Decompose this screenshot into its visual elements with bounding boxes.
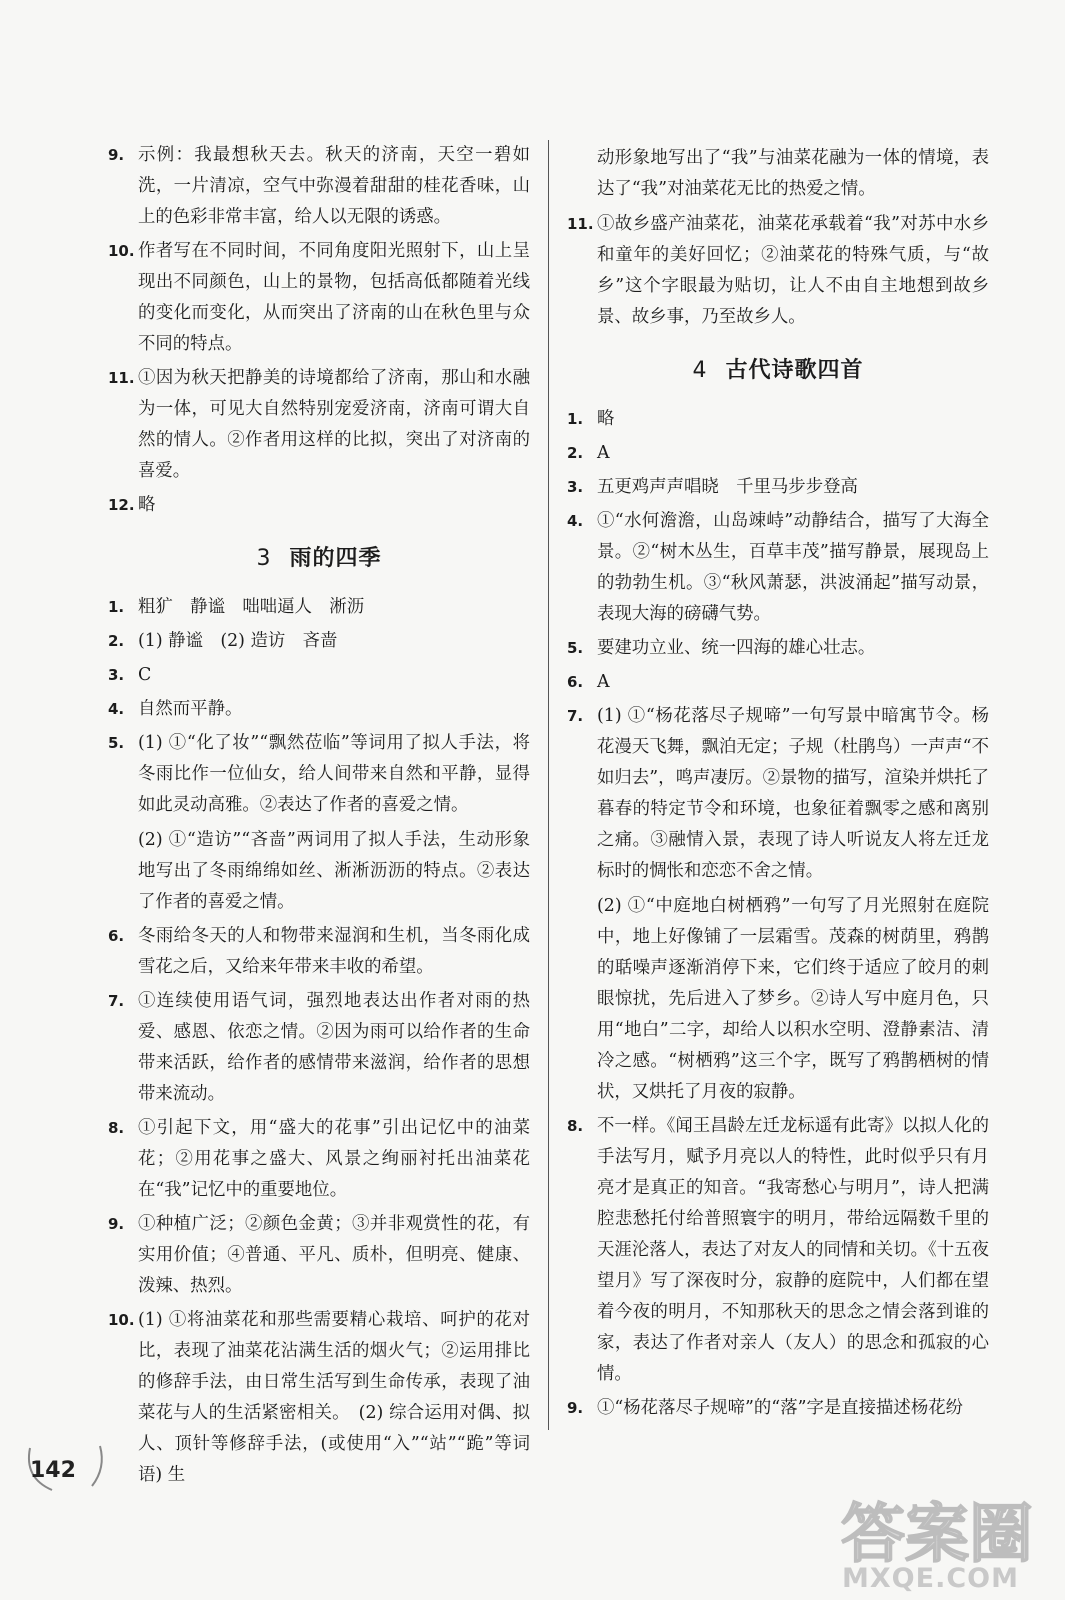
list-item: 4. ①“水何澹澹，山岛竦峙”动静结合，描写了大海全景。②“树木丛生，百草丰茂”描写静景，展现岛上的勃勃生机。③“秋风萧瑟，洪波涌起”描写动景，表现大海的磅礴气势。	[567, 511, 989, 624]
list-item: 6. A	[567, 672, 610, 692]
list-item: 8. ①引起下文，用“盛大的花事”引出记忆中的油菜花；②用花事之盛大、风景之绚丽衬托出油菜花在“我”记忆中的重要地位。	[108, 1118, 530, 1200]
list-item: 5. 要建功立业、统一四海的雄心壮志。	[567, 638, 876, 658]
continuation-text: 动形象地写出了“我”与油菜花融为一体的情境，表达了“我”对油菜花无比的热爱之情。	[597, 148, 989, 199]
list-item: 2. (1) 静谧 (2) 造访 吝啬	[108, 631, 338, 651]
list-item: 12. 略	[108, 495, 156, 515]
list-item: 9. ①种植广泛；②颜色金黄；③并非观赏性的花，有实用价值；④普通、平凡、质朴，但明亮、健康、泼辣、热烈。	[108, 1214, 530, 1296]
column-divider	[548, 140, 549, 1430]
list-item: 11. ①故乡盛产油菜花，油菜花承载着“我”对苏中水乡和童年的美好回忆；②油菜花的特殊气质，与“故乡”这个字眼最为贴切，让人不由自主地想到故乡景、故乡事，乃至故乡人。	[567, 214, 989, 327]
list-item: 1. 粗犷 静谧 咄咄逼人 淅沥	[108, 597, 365, 617]
left-column	[108, 140, 530, 1494]
list-item: 2. A	[567, 443, 610, 463]
watermark-domain: MXQE.COM	[842, 1563, 1019, 1594]
list-item: 3. 五更鸡声声唱晓 千里马步步登高	[567, 477, 858, 497]
svg-text:答案圈: 答案圈	[841, 1498, 1033, 1572]
list-item: 1. 略	[567, 409, 615, 429]
list-item: 7. ①连续使用语气词，强烈地表达出作者对雨的热爱、感恩、依恋之情。②因为雨可以给作者的生命带来活跃，给作者的感情带来滋润，给作者的思想带来流动。	[108, 991, 530, 1104]
list-item: 8. 不一样。《闻王昌龄左迁龙标遥有此寄》以拟人化的手法写月，赋予月亮以人的特性，此时似乎只有月亮才是真正的知音。“我寄愁心与明月”，诗人把满腔悲愁托付给普照寰宇的明月，带给远隔数千里的天涯沦落人，表达了对友人的同情和关切。《十五夜望月》写了深夜时分，寂静的庭院中，人们都在望着今夜的明月，不知那秋天的思念之情会落到谁的家，表达了作者对亲人（友人）的思念和孤寂的心情。	[567, 1116, 989, 1384]
list-item: 7. (1) ①“杨花落尽子规啼”一句写景中暗寓节令。杨花漫天飞舞，飘泊无定；子规（杜鹃鸟）一声声“不如归去”，鸣声凄厉。②景物的描写，渲染并烘托了暮春的特定节令和环境，也象征着飘零之感和离别之痛。③融情入景，表现了诗人听说友人将左迁龙标时的惆怅和恋恋不舍之情。 (2) ①“中庭地白树栖鸦”一句写了月光照射在庭院中，地上好像铺了一层霜雪。茂森的树荫里，鸦鹊的聒噪声逐渐消停下来，它们终于适应了皎月的刺眼惊扰，先后进入了梦乡。②诗人写中庭月色，只用“地白”二字，却给人以积水空明、澄静素洁、清冷之感。“树栖鸦”这三个字，既写了鸦鹊栖树的情状，又烘托了月夜的寂静。	[567, 706, 989, 1102]
list-item: 10. (1) ①将油菜花和那些需要精心栽培、呵护的花对比，表现了油菜花沾满生活的烟火气；②运用排比的修辞手法，由日常生活写到生命传承，表现了油菜花与人的生活紧密相关。 (2) 综合运用对偶、拟人、顶针等修辞手法，(或使用“入”“站”“跪”等词语) 生	[108, 1310, 530, 1485]
right-column	[567, 143, 989, 1427]
page-number: 142	[30, 1458, 76, 1483]
list-item: 5. (1) ①“化了妆”“飘然莅临”等词用了拟人手法，将冬雨比作一位仙女，给人间带来自然和平静，显得如此灵动高雅。②表达了作者的喜爱之情。 (2) ①“造访”“吝啬”两词用了拟人手法，生动形象地写出了冬雨绵绵如丝、淅淅沥沥的特点。②表达了作者的喜爱之情。	[108, 733, 530, 912]
list-item: 11. ①因为秋天把静美的诗境都给了济南，那山和水融为一体，可见大自然特别宠爱济南，济南可谓大自然的情人。②作者用这样的比拟，突出了对济南的喜爱。	[108, 368, 530, 481]
section-title: 3 雨的四季	[256, 546, 382, 571]
list-item: 6. 冬雨给冬天的人和物带来湿润和生机，当冬雨化成雪花之后，又给来年带来丰收的希望。	[108, 926, 530, 977]
list-item: 9. 示例：我最想秋天去。秋天的济南，天空一碧如洗，一片清凉，空气中弥漫着甜甜的桂花香味，山上的色彩非常丰富，给人以无限的诱惑。	[108, 145, 530, 227]
section-title: 4 古代诗歌四首	[692, 358, 864, 383]
list-item: 4. 自然而平静。	[108, 699, 243, 719]
list-item: 10. 作者写在不同时间，不同角度阳光照射下，山上呈现出不同颜色，山上的景物，包括高低都随着光线的变化而变化，从而突出了济南的山在秋色里与众不同的特点。	[108, 241, 530, 354]
list-item: 9. ①“杨花落尽子规啼”的“落”字是直接描述杨花纷	[567, 1398, 963, 1418]
list-item: 3. C	[108, 665, 152, 685]
